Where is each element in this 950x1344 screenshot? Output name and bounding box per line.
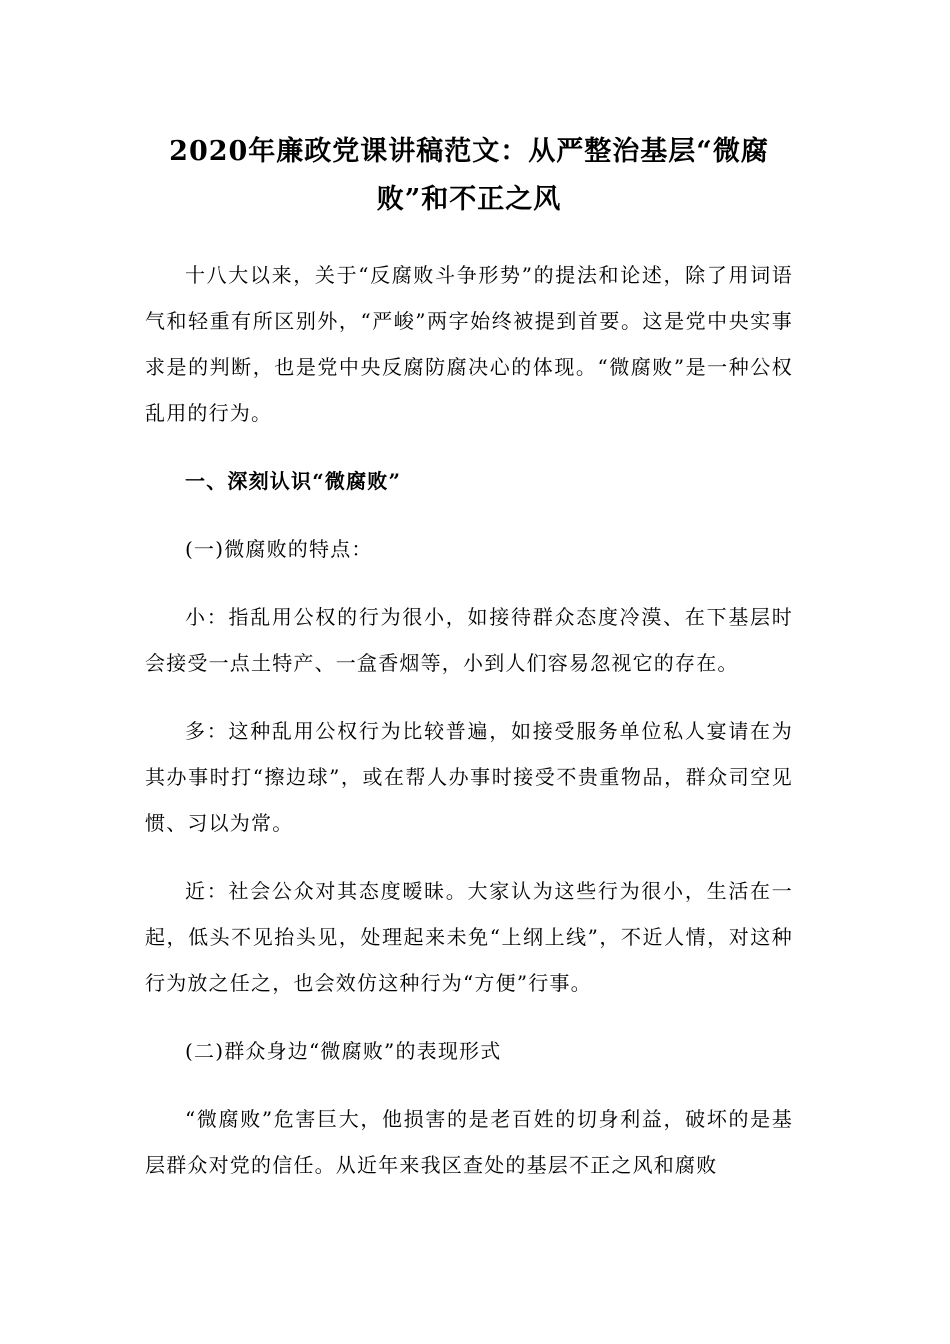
feature-small-paragraph: 小：指乱用公权的行为很小，如接待群众态度冷漠、在下基层时会接受一点土特产、一盒香烟等，小到人们容易忽视它的存在。 (145, 605, 793, 675)
section-heading-1: 一、深刻认识“微腐败” (185, 469, 402, 493)
feature-many-paragraph: 多：这种乱用公权行为比较普遍，如接受服务单位私人宴请在为其办事时打“擦边球”，或在帮人办事时接受不贵重物品，群众司空见惯、习以为常。 (145, 719, 793, 835)
harm-paragraph: “微腐败”危害巨大，他损害的是老百姓的切身利益，破坏的是基层群众对党的信任。从近年来我区查处的基层不正之风和腐败 (145, 1107, 793, 1177)
feature-near-paragraph: 近：社会公众对其态度暧昧。大家认为这些行为很小，生活在一起，低头不见抬头见，处理起来未免“上纲上线”，不近人情，对这种行为放之任之，也会效仿这种行为“方便”行事。 (145, 879, 793, 995)
subsection-heading-1: (一)微腐败的特点： (185, 537, 373, 561)
document-title: 2020年廉政党课讲稿范文：从严整治基层“微腐败”和不正之风 (169, 136, 769, 215)
intro-paragraph: 十八大以来，关于“反腐败斗争形势”的提法和论述，除了用词语气和轻重有所区别外，“严峻”两字始终被提到首要。这是党中央实事求是的判断，也是党中央反腐防腐决心的体现。“微腐败”是一种公权乱用的行为。 (145, 263, 793, 425)
document-body (145, 128, 793, 1188)
subsection-heading-2: (二)群众身边“微腐败”的表现形式 (185, 1039, 502, 1063)
